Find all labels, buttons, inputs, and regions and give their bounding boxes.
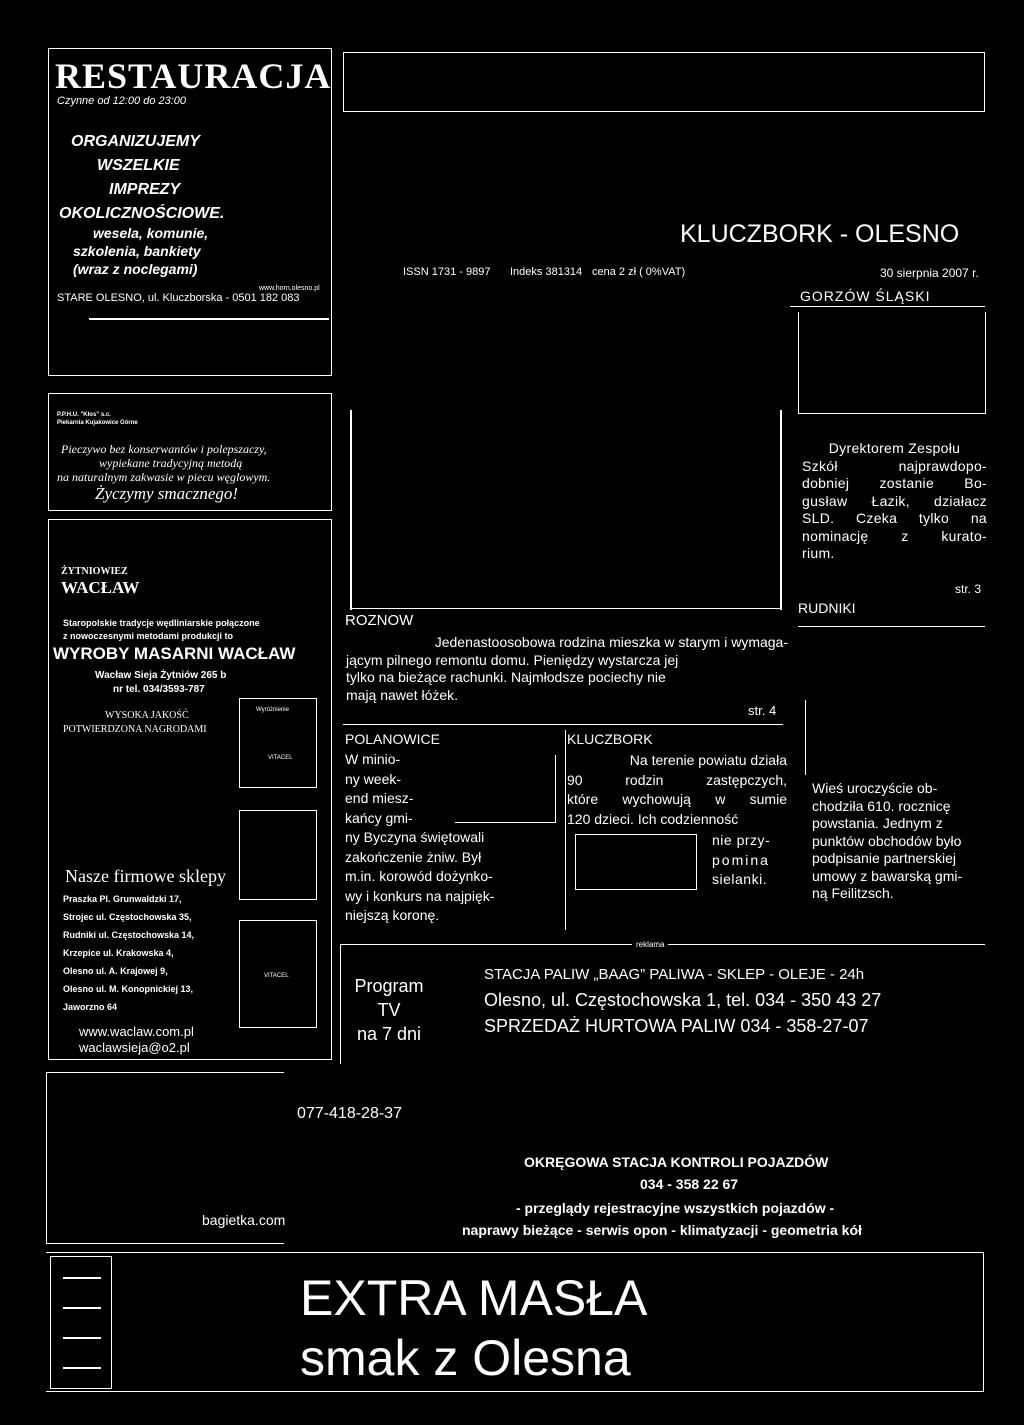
gorzow-text-2: Szkół najprawdopo- <box>802 457 987 474</box>
restaurant-offer-3: IMPREZY <box>109 181 181 198</box>
station-title: STACJA PALIW „BAAG” PALIWA - SKLEP - OLEJE - 24h <box>484 966 865 983</box>
kluczbork-text-4: 120 dzieci. Ich codzienność <box>567 810 739 827</box>
tv-line-2: TV <box>377 1000 401 1020</box>
polanowice-text-9: niejszą koronę. <box>345 907 440 923</box>
gorzow-text-6: nominację z kurato- <box>802 527 987 544</box>
shop-6: Olesno ul. M. Konopnickiej 13, <box>63 984 194 994</box>
polanowice-text-7: m.in. korowód dożynko- <box>345 868 493 884</box>
masthead-banner <box>343 52 985 112</box>
masthead-date: 30 sierpnia 2007 r. <box>880 266 979 280</box>
kluczbork-article <box>567 751 787 829</box>
logo-stripe-3 <box>63 1337 101 1339</box>
bakery-text-2: wypiekane tradycyjną metodą <box>99 456 243 470</box>
kluczbork-title: KLUCZBORK <box>567 731 653 747</box>
station-address: Olesno, ul. Częstochowska 1, tel. 034 - 350 43 27 <box>484 990 882 1010</box>
gorzow-text-5: SLD. Czeka tylko na <box>802 510 987 526</box>
restaurant-offer-2: WSZELKIE <box>97 157 180 174</box>
gorzow-photo <box>798 312 986 414</box>
shop-5: Olesno ul. A. Krajowej 9, <box>63 966 168 976</box>
roznow-rule <box>343 724 783 725</box>
polanowice-article <box>345 750 560 926</box>
bakery-text-3: na naturalnym zakwasie w piecu węglowym. <box>57 470 271 484</box>
bagietka-web[interactable]: bagietka.com <box>202 1212 286 1228</box>
butcher-line-2: z nowoczesnymi metodami produkcji to <box>63 631 234 641</box>
polanowice-text-4: kańcy gmi- <box>345 809 413 826</box>
butcher-quality-1: WYSOKA JAKOŚĆ <box>105 710 189 721</box>
polanowice-text-3: end miesz- <box>345 790 414 806</box>
roznow-text-4: mają nawet łóżek. <box>346 686 459 703</box>
rudniki-text-1: Wieś uroczyście ob- <box>812 780 938 796</box>
phone-number: 077-418-28-37 <box>297 1105 402 1122</box>
kluczbork-divider <box>565 730 566 930</box>
gorzow-title: GORZÓW ŚLĄSKI <box>800 288 931 304</box>
logo-stripe-1 <box>63 1277 101 1279</box>
kluczbork-tail-1: nie przy- <box>712 832 771 848</box>
restaurant-address: STARE OLESNO, ul. Kluczborska - 0501 182 083 <box>57 292 300 304</box>
rudniki-article <box>812 780 984 903</box>
restaurant-sub-3: (wraz z noclegami) <box>73 261 198 277</box>
restaurant-sub-2: szkolenia, bankiety <box>73 243 201 259</box>
roznow-text-3: tylko na bieżące rachunki. Najmłodsze pociechy nie <box>346 669 666 685</box>
gorzow-text-4: gusław Łazik, działacz <box>802 492 987 509</box>
station-wholesale: SPRZEDAŻ HURTOWA PALIW 034 - 358-27-07 <box>484 1016 869 1036</box>
polanowice-text-5: ny Byczyna świętowali <box>345 829 485 845</box>
polanowice-text-1: W minio- <box>345 751 401 767</box>
butter-logo-panel <box>50 1256 112 1389</box>
masthead-index: Indeks 381314 <box>510 266 583 278</box>
roznow-text-1: Jedenastoosobowa rodzina mieszka w starym i wymaga- <box>434 634 788 650</box>
kluczbork-text-1: Na terenie powiatu działa <box>629 752 787 768</box>
rudniki-photo-edge <box>805 700 806 775</box>
kluczbork-tail <box>712 831 787 890</box>
butcher-headline: WYROBY MASARNI WACŁAW <box>53 644 296 663</box>
bakery-company-2: Piekarnia Kujakowice Górne <box>57 420 138 426</box>
tv-line-1: Program <box>354 976 424 996</box>
center-photo-right-edge <box>780 410 782 610</box>
skp-line-2: naprawy bieżące - serwis opon - klimatyzacji - geometria kół <box>462 1222 862 1238</box>
masthead-region: KLUCZBORK - OLESNO <box>680 220 960 248</box>
polanowice-text-2: ny week- <box>345 770 402 787</box>
roznow-title: ROZNOW <box>345 612 414 629</box>
logo-stripe-2 <box>63 1307 101 1309</box>
butcher-email[interactable]: waclawsieja@o2.pl <box>79 1040 190 1055</box>
bakery-company: P.P.H.U. "Kłos" s.c. <box>57 412 111 418</box>
butcher-quality-2: POTWIERDZONA NAGRODAMI <box>63 724 207 735</box>
skp-title: OKRĘGOWA STACJA KONTROLI POJAZDÓW <box>524 1154 829 1170</box>
butcher-name: WACŁAW <box>61 578 140 597</box>
award-label: Wyróżnienie <box>256 707 289 713</box>
butcher-line-1: Staropolskie tradycje wędliniarskie połączone <box>63 618 260 628</box>
kluczbork-text-2: 90 rodzin zastępczych, <box>567 771 787 788</box>
masthead-issn: ISSN 1731 - 9897 <box>403 266 491 278</box>
gorzow-article <box>802 440 987 563</box>
shop-4: Krzepice ul. Krakowska 4, <box>63 948 174 958</box>
rudniki-text-6: umowy z bawarską gmi- <box>812 867 963 884</box>
rudniki-text-5: podpisanie partnerskiej <box>812 850 956 866</box>
butter-headline: EXTRA MASŁA <box>300 1270 648 1326</box>
butcher-web[interactable]: www.waclaw.com.pl <box>79 1024 194 1039</box>
rudniki-text-4: punktów obchodów było <box>812 832 962 849</box>
award-certificate-2 <box>239 810 317 900</box>
shop-7: Jaworzno 64 <box>63 1002 118 1012</box>
restaurant-rule <box>89 318 329 320</box>
masthead-price: cena 2 zł ( 0%VAT) <box>592 266 686 278</box>
bakery-text-1: Pieczywo bez konserwantów i polepszaczy, <box>61 442 267 456</box>
skp-line-1: - przeglądy rejestracyjne wszystkich pojazdów - <box>516 1200 835 1216</box>
butter-tagline: smak z Olesna <box>300 1330 631 1386</box>
rudniki-title: RUDNIKI <box>798 600 856 616</box>
center-photo-bottom <box>350 608 782 609</box>
tv-promo[interactable] <box>344 974 434 1046</box>
shop-2: Strojec ul. Częstochowska 35, <box>63 912 192 922</box>
restaurant-offer-4: OKOLICZNOŚCIOWE. <box>59 205 225 222</box>
gorzow-text-7: rium. <box>802 545 835 561</box>
shop-1: Praszka Pl. Grunwaldzki 17, <box>63 894 182 904</box>
kluczbork-tail-2: pomina <box>712 851 770 868</box>
shops-title: Nasze firmowe sklepy <box>65 866 226 886</box>
restaurant-web[interactable]: www.horn.olesno.pl <box>259 285 320 292</box>
butcher-address-1: Wacław Sieja Żytniów 265 b <box>95 670 227 681</box>
roznow-text-2: jącym pilnego remontu domu. Pieniędzy wystarcza jej <box>346 651 679 668</box>
restaurant-ad <box>48 48 332 376</box>
kluczbork-tail-3: sielanki. <box>712 871 768 887</box>
bakery-ad <box>48 393 332 511</box>
butcher-ad <box>48 519 332 1060</box>
rudniki-text-7: ną Feilitzsch. <box>812 885 894 901</box>
restaurant-hours: Czynne od 12:00 do 23:00 <box>57 95 187 107</box>
gorzow-text-1: Dyrektorem Zespołu <box>828 440 961 456</box>
bakery-wish: Życzymy smacznego! <box>95 484 239 503</box>
award-certificate-1 <box>239 698 317 788</box>
skp-phone: 034 - 358 22 67 <box>640 1176 739 1192</box>
award-brand: VITACEL <box>268 755 293 761</box>
polanowice-title: POLANOWICE <box>345 731 440 747</box>
butcher-village: ŻYTNIOWIEZ <box>61 566 128 577</box>
butcher-address-2: nr tel. 034/3593-787 <box>113 684 205 695</box>
polanowice-text-6: zakończenie żniw. Był <box>345 848 482 865</box>
tv-line-3: na 7 dni <box>356 1024 422 1044</box>
center-photo-left-edge <box>350 410 352 610</box>
restaurant-sub-1: wesela, komunie, <box>93 225 209 241</box>
shop-3: Rudniki ul. Częstochowska 14, <box>63 930 195 940</box>
ad-label: reklama <box>632 940 668 949</box>
award-brand-2: VITACEL <box>264 973 289 979</box>
kluczbork-photo <box>575 834 697 890</box>
kluczbork-text-3: które wychowują w sumie <box>567 791 787 807</box>
polanowice-text-8: wy i konkurs na najpięk- <box>345 887 495 904</box>
gorzow-text-3: dobniej zostanie Bo- <box>802 475 987 491</box>
roznow-article <box>346 634 788 704</box>
rudniki-text-3: powstania. Jednym z <box>812 815 943 831</box>
gorzow-page-link[interactable]: str. 3 <box>955 582 982 596</box>
logo-stripe-4 <box>63 1367 101 1369</box>
rudniki-text-2: chodziła 610. rocznicę <box>812 797 951 814</box>
tv-left-rule <box>340 944 341 1064</box>
rudniki-rule <box>798 626 985 627</box>
roznow-page-link[interactable]: str. 4 <box>748 703 777 718</box>
restaurant-title: RESTAURACJA <box>55 56 332 96</box>
restaurant-offer-1: ORGANIZUJEMY <box>71 133 200 150</box>
gorzow-rule <box>790 306 985 307</box>
award-certificate-3 <box>239 920 317 1028</box>
